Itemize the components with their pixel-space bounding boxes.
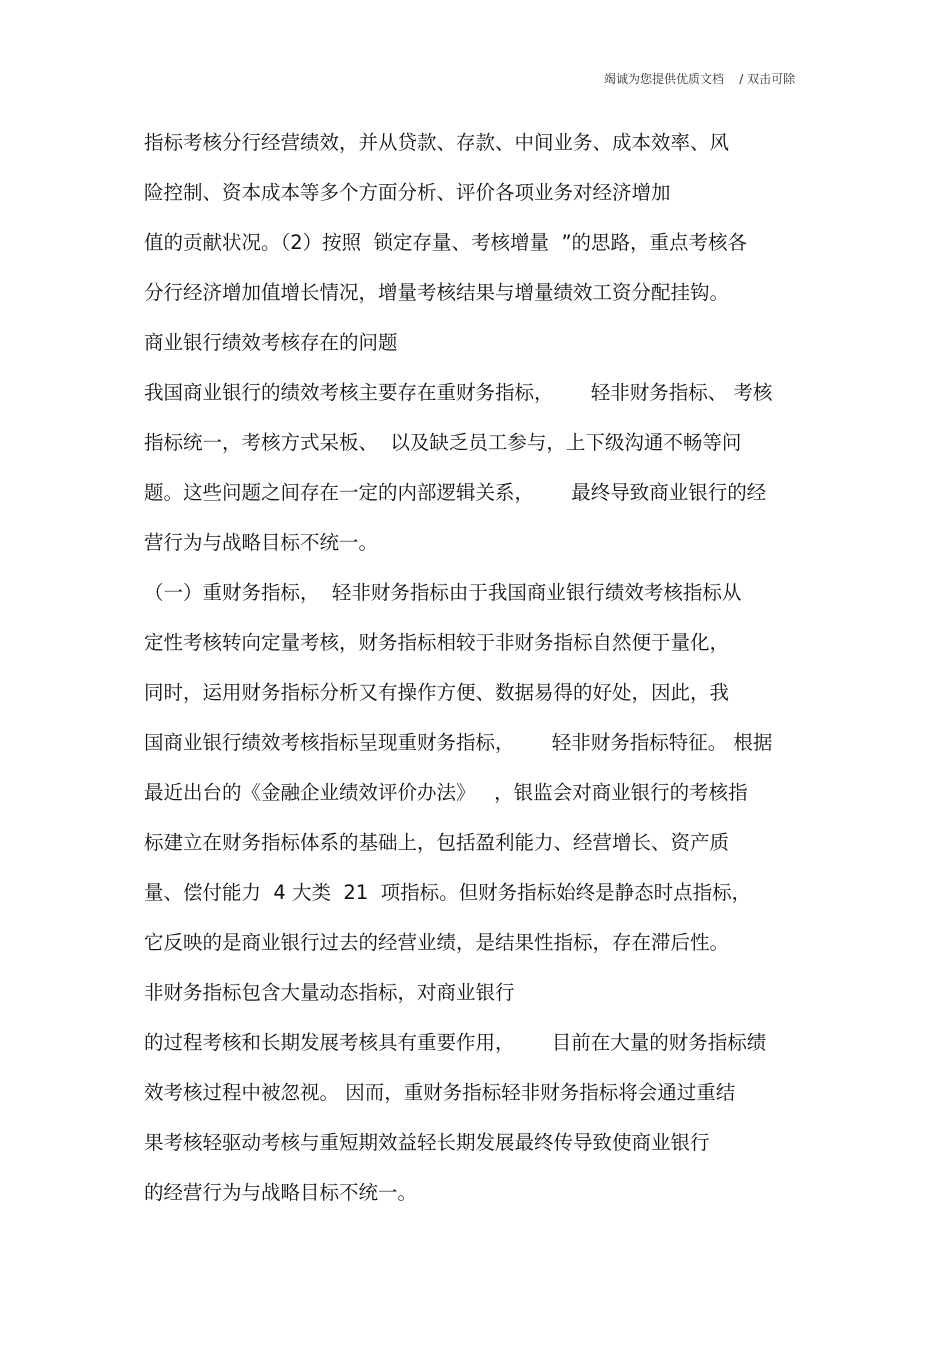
text-line: 效考核过程中被忽视。 因而，重财务指标轻非财务指标将会通过重结 bbox=[144, 1081, 736, 1104]
text-line: 非财务指标包含大量动态指标，对商业银行 bbox=[144, 981, 515, 1004]
text-line: 果考核轻驱动考核与重短期效益轻长期发展最终传导致使商业银行 bbox=[144, 1131, 710, 1154]
section-heading: 商业银行绩效考核存在的问题 bbox=[144, 331, 398, 354]
header-note: 竭诚为您提供优质文档 / 双击可除 bbox=[604, 72, 796, 86]
text-line: 题。这些问题之间存在一定的内部逻辑关系， 最终导致商业银行的经 bbox=[144, 481, 767, 504]
text-line: 同时，运用财务指标分析又有操作方便、数据易得的好处，因此，我 bbox=[144, 681, 730, 704]
text-line: 险控制、资本成本等多个方面分析、评价各项业务对经济增加 bbox=[144, 181, 671, 204]
text-line: （一）重财务指标， 轻非财务指标由于我国商业银行绩效考核指标从 bbox=[144, 581, 742, 604]
text-line: 最近出台的《金融企业绩效评价办法》 ，银监会对商业银行的考核指 bbox=[144, 781, 748, 804]
text-line: 的经营行为与战略目标不统一。 bbox=[144, 1181, 418, 1204]
text-line: 的过程考核和长期发展考核具有重要作用， 目前在大量的财务指标绩 bbox=[144, 1031, 767, 1054]
text-line: 值的贡献状况。（2）按照 锁定存量、考核增量 ”的思路，重点考核各 bbox=[144, 231, 748, 254]
text-line: 标建立在财务指标体系的基础上，包括盈利能力、经营增长、资产质 bbox=[144, 831, 730, 854]
text-line: 国商业银行绩效考核指标呈现重财务指标， 轻非财务指标特征。 根据 bbox=[144, 731, 773, 754]
text-line: 定性考核转向定量考核，财务指标相较于非财务指标自然便于量化， bbox=[144, 631, 730, 654]
text-line: 它反映的是商业银行过去的经营业绩，是结果性指标，存在滞后性。 bbox=[144, 931, 730, 954]
text-line: 分行经济增加值增长情况，增量考核结果与增量绩效工资分配挂钩。 bbox=[144, 281, 730, 304]
text-line: 量、偿付能力 4 大类 21 项指标。但财务指标始终是静态时点指标， bbox=[144, 881, 752, 904]
text-line: 营行为与战略目标不统一。 bbox=[144, 531, 379, 554]
text-line: 我国商业银行的绩效考核主要存在重财务指标， 轻非财务指标、 考核 bbox=[144, 381, 773, 404]
text-line: 指标统一，考核方式呆板、 以及缺乏员工参与，上下级沟通不畅等问 bbox=[144, 431, 742, 454]
text-line: 指标考核分行经营绩效，并从贷款、存款、中间业务、成本效率、风 bbox=[144, 131, 730, 154]
document-body bbox=[144, 118, 844, 1218]
